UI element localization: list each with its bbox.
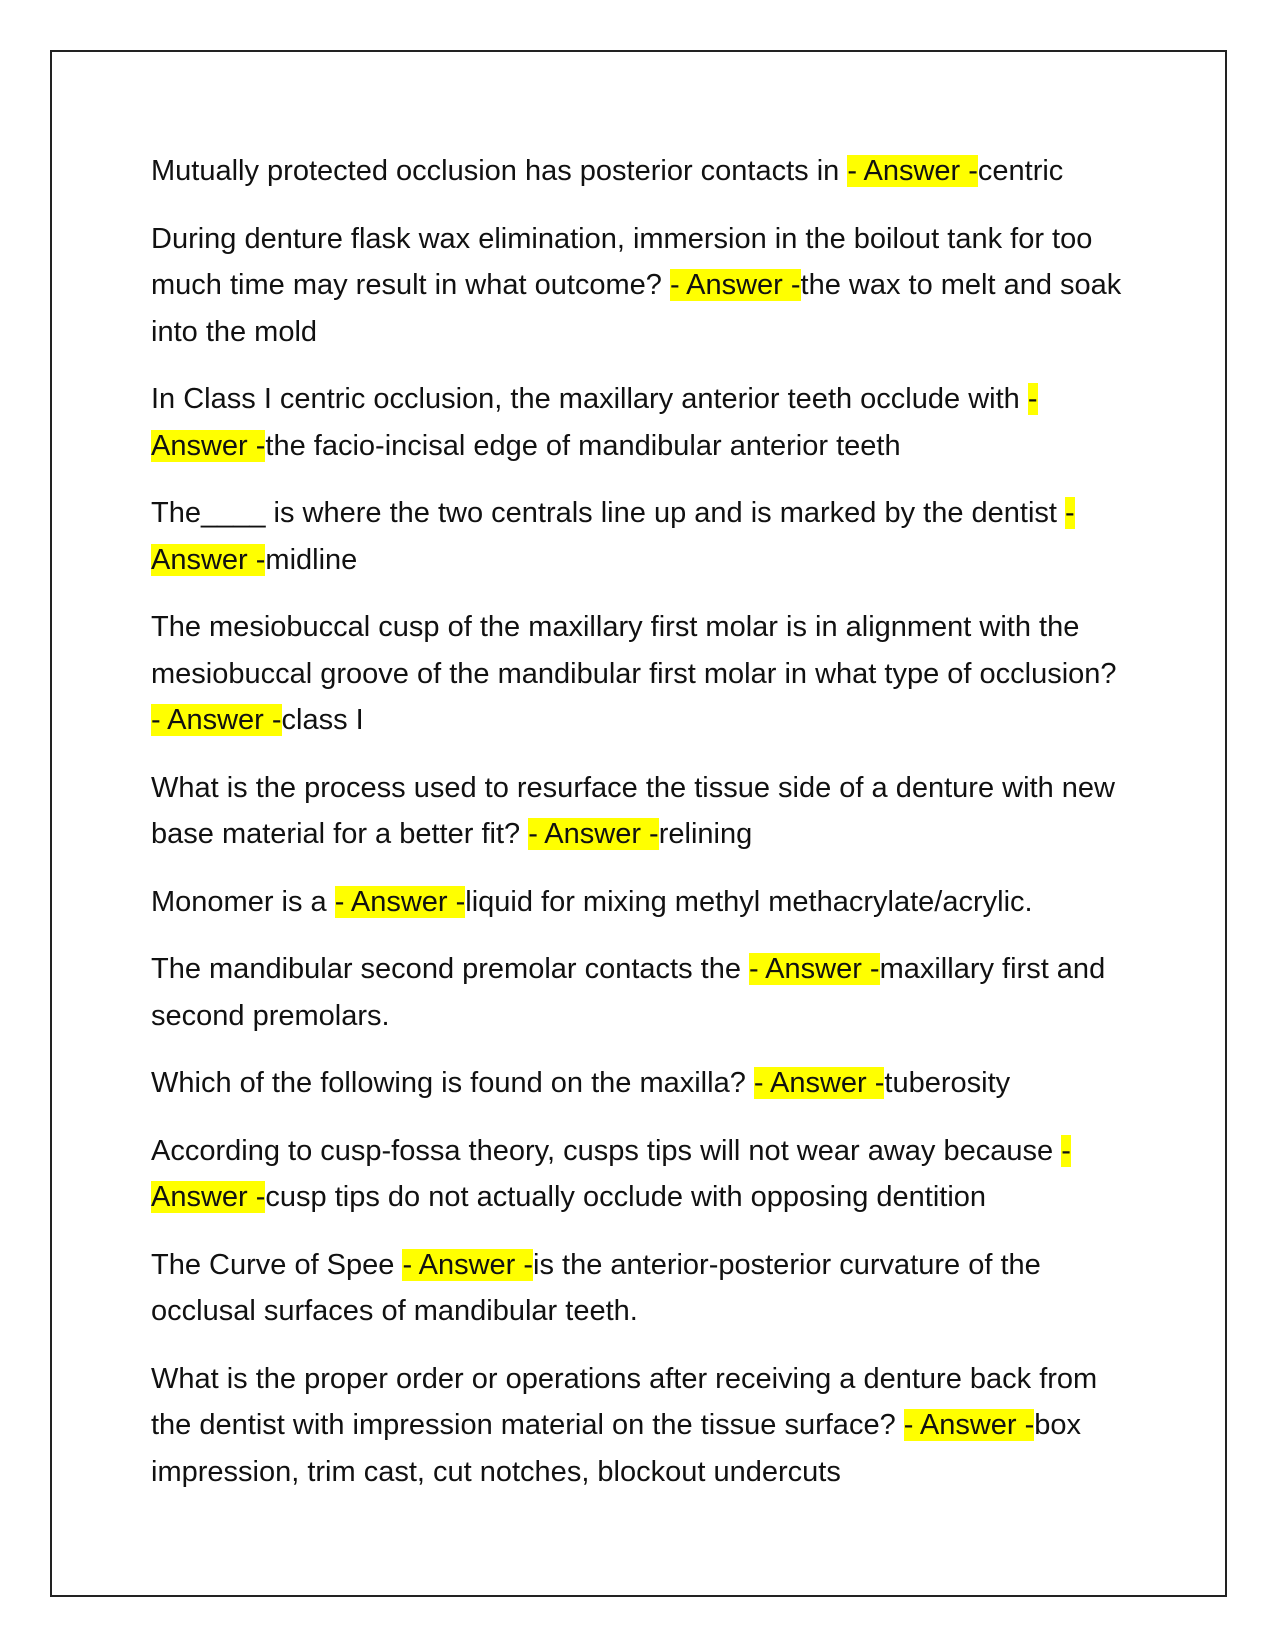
question-text: What is the process used to resurface the tissue side of a denture with new base material for a better fit? <box>151 771 1115 850</box>
question-text: Which of the following is found on the maxilla? <box>151 1067 754 1099</box>
answer-text: class I <box>281 704 364 736</box>
answer-marker: - Answer - <box>847 155 978 187</box>
answer-text: box impression, trim cast, cut notches, blockout undercuts <box>151 1409 1082 1488</box>
question-text: The____ is where the two centrals line up and is marked by the dentist <box>151 497 1066 529</box>
answer-text: maxillary first and second premolars. <box>151 953 1106 1032</box>
qa-item <box>151 946 1131 1039</box>
qa-item <box>151 1060 1131 1107</box>
answer-marker: - Answer - <box>753 1067 885 1099</box>
answer-text: relining <box>658 818 753 850</box>
answer-marker: - Answer - <box>151 497 1075 576</box>
document-body <box>151 148 1131 1516</box>
answer-text: centric <box>977 155 1064 187</box>
answer-marker: - Answer - <box>903 1409 1035 1441</box>
question-text: According to cusp-fossa theory, cusps tips will not wear away because <box>151 1134 1062 1167</box>
question-text: In Class I centric occlusion, the maxillary anterior teeth occlude with <box>151 383 1028 415</box>
qa-item <box>151 879 1131 926</box>
qa-item <box>151 1242 1131 1335</box>
question-text: What is the proper order or operations after receiving a denture back from the dentist with impression material on the tissue surface? <box>151 1362 1098 1441</box>
qa-item <box>151 490 1131 583</box>
answer-marker: - Answer - <box>402 1248 534 1281</box>
question-text: Mutually protected occlusion has posterior contacts in <box>151 155 848 187</box>
answer-text: the facio-incisal edge of mandibular anterior teeth <box>265 429 901 462</box>
answer-text: the wax to melt and soak into the mold <box>151 269 1122 348</box>
qa-item <box>151 604 1131 744</box>
answer-marker: - Answer - <box>528 818 659 850</box>
qa-item <box>151 1356 1131 1496</box>
qa-item <box>151 216 1131 356</box>
qa-item <box>151 376 1131 469</box>
answer-text: tuberosity <box>884 1067 1011 1099</box>
answer-marker: - Answer - <box>151 1134 1071 1213</box>
question-text: The mandibular second premolar contacts the <box>151 953 750 985</box>
question-text: The mesiobuccal cusp of the maxillary first molar is in alignment with the mesiobuccal groove of the mandibular first molar in what type of occlusion? <box>151 611 1117 690</box>
answer-text: liquid for mixing methyl methacrylate/acrylic. <box>465 885 1033 918</box>
qa-item <box>151 765 1131 858</box>
qa-item <box>151 1128 1131 1221</box>
answer-marker: - Answer - <box>749 953 880 985</box>
answer-text: is the anterior-posterior curvature of the occlusal surfaces of mandibular teeth. <box>151 1248 1041 1327</box>
question-text: The Curve of Spee <box>151 1248 403 1281</box>
answer-marker: - Answer - <box>669 269 801 301</box>
question-text: Monomer is a <box>151 885 335 918</box>
answer-text: midline <box>265 543 358 576</box>
answer-text: cusp tips do not actually occlude with opposing dentition <box>265 1181 987 1213</box>
question-text: During denture flask wax elimination, immersion in the boilout tank for too much time may result in what outcome? <box>151 222 1093 301</box>
answer-marker: - Answer - <box>151 704 282 736</box>
qa-item <box>151 148 1131 195</box>
answer-marker: - Answer - <box>151 383 1038 462</box>
answer-marker: - Answer - <box>334 885 466 918</box>
